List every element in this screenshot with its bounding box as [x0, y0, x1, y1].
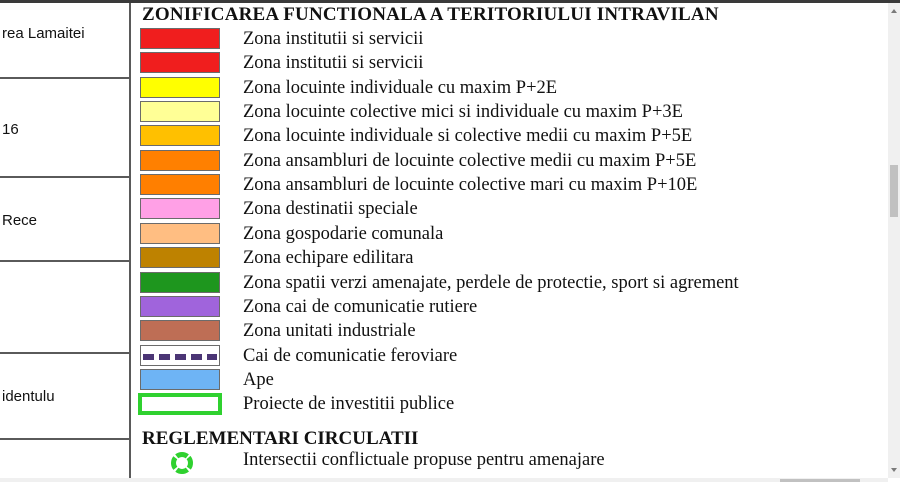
color-swatch-icon	[140, 198, 220, 219]
legend-item-label: Ape	[243, 369, 274, 390]
legend-item-label: Proiecte de investitii publice	[243, 394, 455, 415]
legend-item	[140, 51, 880, 75]
green-outline-swatch-icon	[138, 393, 222, 415]
legend-item	[140, 295, 880, 319]
legend-item	[140, 271, 880, 295]
legend-item-label: Zona institutii si servicii	[243, 29, 424, 49]
legend-item	[140, 173, 880, 197]
railway-dashed-line-icon	[140, 345, 220, 366]
color-swatch-icon	[140, 247, 220, 268]
table-row-divider	[0, 176, 129, 178]
legend-item-label: Zona destinatii speciale	[243, 199, 418, 220]
scroll-down-arrow-icon[interactable]	[891, 468, 897, 472]
legend-item	[140, 222, 880, 246]
legend-item	[140, 344, 880, 368]
table-row-divider	[0, 438, 129, 440]
legend-item-label: Zona cai de comunicatie rutiere	[243, 296, 478, 317]
color-swatch-icon	[140, 125, 220, 146]
legend-item	[140, 319, 880, 343]
legend-item-label: Zona echipare edilitara	[243, 248, 414, 269]
legend-title: ZONIFICAREA FUNCTIONALA A TERITORIULUI INTRAVILAN	[142, 4, 719, 25]
vertical-scrollbar[interactable]	[888, 3, 900, 478]
legend-item	[140, 124, 880, 148]
table-cell: rea Lamaitei	[2, 25, 85, 42]
color-swatch-icon	[140, 77, 220, 98]
legend-item	[140, 27, 880, 51]
table-cell: identulu	[2, 388, 55, 405]
legend-item	[140, 368, 880, 392]
color-swatch-icon	[140, 369, 220, 390]
color-swatch-icon	[140, 150, 220, 171]
scroll-up-arrow-icon[interactable]	[891, 9, 897, 13]
legend-item-label: Zona ansambluri de locuinte colective mari cu maxim P+10E	[243, 175, 698, 196]
window-top-border	[0, 0, 900, 3]
color-swatch-icon	[140, 28, 220, 49]
legend-item-label: Zona unitati industriale	[243, 321, 416, 342]
legend-item	[140, 100, 880, 124]
legend-item-label: Zona ansambluri de locuinte colective medii cu maxim P+5E	[243, 150, 697, 171]
legend-item	[140, 246, 880, 270]
color-swatch-icon	[140, 101, 220, 122]
horizontal-scrollbar[interactable]	[0, 478, 888, 482]
legend-item	[140, 392, 880, 416]
color-swatch-icon	[140, 272, 220, 293]
color-swatch-icon	[140, 296, 220, 317]
legend-item-label: Cai de comunicatie feroviare	[243, 345, 458, 366]
vertical-scrollbar-thumb[interactable]	[890, 165, 898, 217]
green-dashed-circle-icon	[170, 451, 194, 475]
table-row-divider	[0, 77, 129, 79]
legend-item	[140, 76, 880, 100]
left-table-column	[0, 3, 131, 478]
table-row-divider	[0, 352, 129, 354]
legend-item-label: Zona institutii si servicii	[243, 53, 424, 74]
color-swatch-icon	[140, 174, 220, 195]
table-cell: 16	[2, 121, 19, 138]
legend-item-label: Zona locuinte individuale cu maxim P+2E	[243, 77, 558, 98]
color-swatch-icon	[140, 223, 220, 244]
railway-dash-pattern	[143, 354, 217, 360]
legend-item-label: Zona spatii verzi amenajate, perdele de protectie, sport si agrement	[243, 272, 739, 293]
circulation-title: REGLEMENTARI CIRCULATII	[142, 428, 419, 449]
legend-item-label: Zona locuinte colective mici si individuale cu maxim P+3E	[243, 102, 683, 123]
table-cell: Rece	[2, 212, 38, 229]
legend-item	[140, 149, 880, 173]
legend-item	[140, 197, 880, 221]
legend-item-label: Zona gospodarie comunala	[243, 223, 444, 244]
table-row-divider	[0, 260, 129, 262]
color-swatch-icon	[140, 52, 220, 73]
legend-item-label: Zona locuinte individuale si colective medii cu maxim P+5E	[243, 126, 693, 147]
circulation-item-label: Intersectii conflictuale propuse pentru amenajare	[243, 450, 605, 470]
color-swatch-icon	[140, 320, 220, 341]
